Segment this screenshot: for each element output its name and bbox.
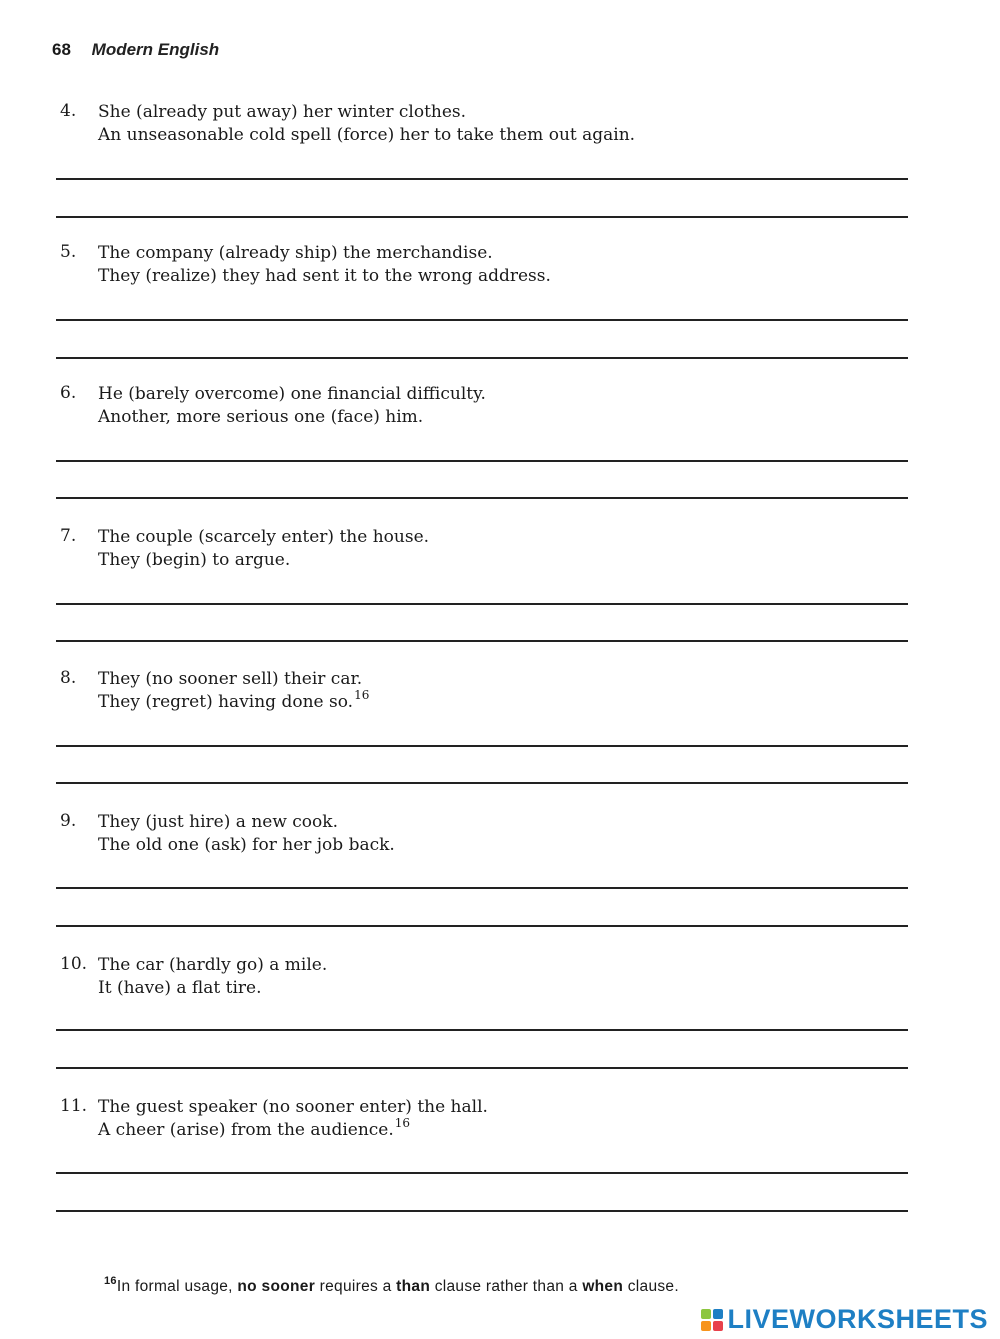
exercise-sentence-1: The couple (scarcely enter) the house. [98, 527, 430, 547]
answer-line[interactable] [56, 178, 908, 180]
exercise-sentence-1: They (just hire) a new cook. [98, 812, 338, 832]
logo-square [713, 1321, 723, 1331]
exercise-sentence-2: They (regret) having done so. [98, 692, 354, 712]
footnote-bold-3: when [582, 1278, 624, 1295]
exercise-number: 11. [60, 1096, 88, 1116]
answer-line[interactable] [56, 1210, 908, 1212]
answer-line[interactable] [56, 1029, 908, 1031]
footnote-text-3: clause rather than a [430, 1278, 583, 1295]
footnote-bold-1: no sooner [237, 1278, 316, 1295]
logo-square [713, 1309, 723, 1319]
exercise-number: 7. [60, 526, 77, 546]
answer-line[interactable] [56, 745, 908, 747]
exercise-sentence-2: It (have) a flat tire. [98, 978, 262, 998]
answer-line[interactable] [56, 603, 908, 605]
answer-line[interactable] [56, 460, 908, 462]
exercise-number: 9. [60, 811, 77, 831]
exercise-sentence-2: They (begin) to argue. [98, 550, 291, 570]
footnote-reference: 16 [354, 688, 370, 702]
exercise-number: 4. [60, 101, 77, 121]
exercise-number: 5. [60, 242, 77, 262]
exercise-sentence-1: The guest speaker (no sooner enter) the hall. [98, 1097, 488, 1117]
footnote [104, 1275, 679, 1296]
answer-line[interactable] [56, 640, 908, 642]
exercise-sentence-2: The old one (ask) for her job back. [98, 835, 395, 855]
exercise-sentence-1: The company (already ship) the merchandise. [98, 243, 493, 263]
answer-line[interactable] [56, 1172, 908, 1174]
footnote-text-2: requires a [315, 1278, 397, 1295]
answer-line[interactable] [56, 887, 908, 889]
answer-line[interactable] [56, 925, 908, 927]
exercise-sentence-2: They (realize) they had sent it to the wrong address. [98, 266, 551, 286]
exercise-sentence-1: They (no sooner sell) their car. [98, 669, 363, 689]
page-number: 68 [52, 40, 71, 59]
exercise-number: 10. [60, 954, 88, 974]
answer-line[interactable] [56, 1067, 908, 1069]
exercise-sentence-2: Another, more serious one (face) him. [98, 407, 424, 427]
answer-line[interactable] [56, 782, 908, 784]
exercise-sentence-1: He (barely overcome) one financial difficulty. [98, 384, 486, 404]
footnote-marker: 16 [104, 1275, 117, 1287]
answer-line[interactable] [56, 357, 908, 359]
exercise-sentence-1: The car (hardly go) a mile. [98, 955, 328, 975]
exercise-sentence-1: She (already put away) her winter clothes. [98, 102, 467, 122]
exercise-number: 8. [60, 668, 77, 688]
logo-square [701, 1321, 711, 1331]
liveworksheets-watermark [701, 1304, 988, 1335]
answer-line[interactable] [56, 216, 908, 218]
answer-line[interactable] [56, 319, 908, 321]
watermark-text: LIVEWORKSHEETS [727, 1304, 988, 1334]
exercise-sentence-2: A cheer (arise) from the audience. [98, 1120, 394, 1140]
footnote-bold-2: than [396, 1278, 431, 1295]
page-header [52, 40, 219, 60]
answer-line[interactable] [56, 497, 908, 499]
footnote-text-4: clause. [623, 1278, 679, 1295]
exercise-sentence-2: An unseasonable cold spell (force) her to take them out again. [98, 125, 636, 145]
footnote-reference: 16 [394, 1116, 411, 1130]
logo-square [701, 1309, 711, 1319]
book-title: Modern English [91, 40, 220, 59]
liveworksheets-logo-icon [701, 1309, 723, 1331]
exercise-number: 6. [60, 383, 77, 403]
footnote-text-1: In formal usage, [116, 1278, 238, 1295]
